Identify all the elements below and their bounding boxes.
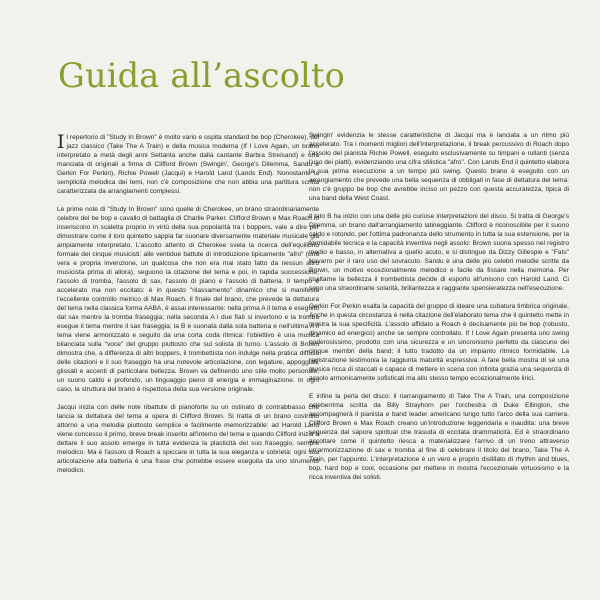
jacqui-paragraph: Jacqui inizia con delle note ribattute di pianoforte su un ostinato di contrabbasso che lancia la dettatura del tema a opera di Clifford Brown. Si tratta di un brano costruito attorno a una melodia piuttosto semplice e facilmente memorizzabile: ad Harold Land viene concesso il primo, breve break inserito all'interno del tema e quando Clifford inizia a dettare il suo assolo emerge in tutta evidenza la plasticità del suo fraseggio, sempre melodico. Ma è l'assolo di Roach a spiccare in tutta la sua eleganza e sobrietà: ogni sua articolazione alla batteria è una frase che potrebbe essere eseguita da uno strumento melodico.	[57, 403, 319, 474]
drop-cap: I	[57, 133, 65, 153]
swingin-paragraph: Swingin' evidenzia le stesse caratteristiche di Jacqui ma è lanciata a un ritmo più accelerato. Tra i momenti migliori dell'interpretazione, il break percussivo di Roach dopo l'assolo del pianista Richie Powell, eseguito esclusivamente su timpani e rullanti (senza l'uso dei piatti), evidenziando una cifra stilistica "afro". Con Lands End il quintetto elabora la sua prima esecuzione a un tempo più swing. Questo brano è eseguito con un arrangiamento che prevede una bella sequenza di obbligati in fase di dettatura del tema: non c'è gruppo be bop che avrebbe inciso un pezzo con questa accuratezza, tipica di una band della West Coast.	[309, 132, 569, 202]
page-title: Guida all’ascolto	[58, 56, 346, 95]
take-the-a-train-paragraph: E infine la perla del disco: il riarrangiamento di Take The A Train, una composizione celeberrima scritta da Billy Strayhorn per l'orchestra di Duke Ellington, che accompagnerà il pianista e band leader americano lungo tutto l'arco della sua carriera. Clifford Brown e Max Roach creano un'introduzione leggendaria e inaudita: una breve sequenza dal sapore spiritual che trasuda di eccitata drammaticità. Ed è straordinario ascoltare come il quintetto riesca a materializzare l'arrivo di un treno attraverso un'armonizzazione di sax e tromba al fine di celebrare il titolo del brano, Take The A Train, per l'appunto. L'interpretazione è un vero e proprio distillato di rhythm and blues, bop, hard bop e cool, occasione per mettere in mostra l'eccezionale virtuosismo e la ricca inventiva dei solisti.	[309, 392, 569, 481]
intro-paragraph	[57, 133, 319, 196]
cherokee-paragraph: Le prime note di "Study In Brown" sono quelle di Cherokee, un brano straordinariamente celebre del be bop e cavallo di battaglia di Charlie Parker. Clifford Brown e Max Roach lo inseriscono in scaletta proprio in virtù della sua popolarità tra i boppers, vale a dire per dimostrare come il loro quintetto sappia far suonare diversamente materiale musicale già ampiamente interpretato. L'ascolto attento di Cherokee svela la ricerca dell'equilibrio formale dei cinque musicisti: alle ventidue battute di introduzione tipicamente "afro" (una vera e propria invenzione, un qualcosa che non era mai stato fatto da nessun altro musicista prima di allora), seguono la citazione del tema e poi, in rapida successione, l'assolo di tromba, l'assolo di sax, l'assolo di piano e l'assolo di batteria. Il tempo è accelerato ma non eccitato: è in questo "rilassamento" dinamico che si manifesta l'eccellente controllo metrico di Max Roach. Il finale del brano, che prevede la dettatura del tema nella classica forma AABA, è assai interessante: nella prima A il tema è eseguito dal sax mentre la tromba fraseggia; nella seconda A i due fiati si invertono e la tromba esegue il tema mentre il sax fraseggia; la B è suonata dalla sola batteria e nell'ultima A il tema viene armonizzato e seguito da una corta coda ritmica: l'obiettivo è una musica bilanciata sulla "voce" del gruppo piuttosto che sul solista di turno. L'assolo di Brown dimostra che, a differenza di altri boppers, il trombettista non indulge nella pratica diffusa delle citazioni e il suo fraseggio ha una notevole articolazione, con legature, appoggiati, glissati e accenti di particolare bellezza. Brown va definendo uno stile molto personale, un suono caldo e profondo, un linguaggio pieno di energia e immaginazione. In ogni caso, la struttura del brano è rispettosa della sua versione originale.	[57, 205, 319, 393]
intro-paragraph-text: l repertorio di "Study In Brown" è molto vario e ospita standard be bop (Cherokee), del jazz classico (Take The A Train) e della musica moderna (If I Love Again, un brano interpretato a metà degli anni Settanta anche dalla cantante Barbra Streisand) e una manciata di originali a firma di Clifford Brown (Swingin', George's Dilemma, Sandu e Gerkin For Perkin), Richie Powell (Jacqui) e Harold Land (Lands End). Nonostante la semplicità melodica dei temi, non c'è composizione che non abbia una partitura scritta caratterizzata da arrangiamenti complessi.	[57, 134, 319, 195]
gerkin-paragraph: Gerkin For Perkin esalta la capacità del gruppo di ideare una cubatura timbrica originale. Anche in questa circostanza è nella citazione dell'elaborato tema che il quintetto mette in mostra la sua specificità. L'assolo affidato a Roach è decisamente più be bop (robusto, dinamico ed energico) anche se sempre controllato. If I Love Again presenta uno swing poderosissimo, prodotto con una sicurezza e un sincronismo perfetto da ciascuno dei cinque membri della band; il tutto tradotto da un impianto ritmico formidabile. La registrazione testimonia la raggiunta maturità espressiva. A fare bella mostra di sé una musica ricca di staccati e capace di mettere in scena con infinita grazia una sequenza di assolo armonicamente sofisticati ma allo stesso tempo eccezionalmente lirici.	[309, 302, 569, 382]
left-column	[57, 133, 319, 588]
side-b-paragraph: Il lato B ha inizio con una delle più curiose interpretazioni del disco. Si tratta di George's Dilemma, un brano dall'arrangiamento latineggiante. Clifford è riconoscibile per il suono caldo e rotondo, per l'ottima padronanza dello strumento in tutta la sua estensione, per la formidabile tecnica e la capacità inventiva negli assolo: Brown suona spesso nel registro medio e basso, in alternativa a quello acuto, e si distingue da Dizzy Gillespie e "Fats" Navarro per il raro uso del sovracuto. Sandu è una delle più celebri melodie scritte da Brown, un motivo eccezionalmente melodico e facile da fissare nella memoria. Per risaltarne la bellezza il trombettista decide di esporlo all'unisono con Harold Land. Ci sono una straordinarie solarità, brillantezza e raggiante spensieratezza nell'esecuzione.	[309, 212, 569, 292]
right-column	[309, 131, 569, 586]
